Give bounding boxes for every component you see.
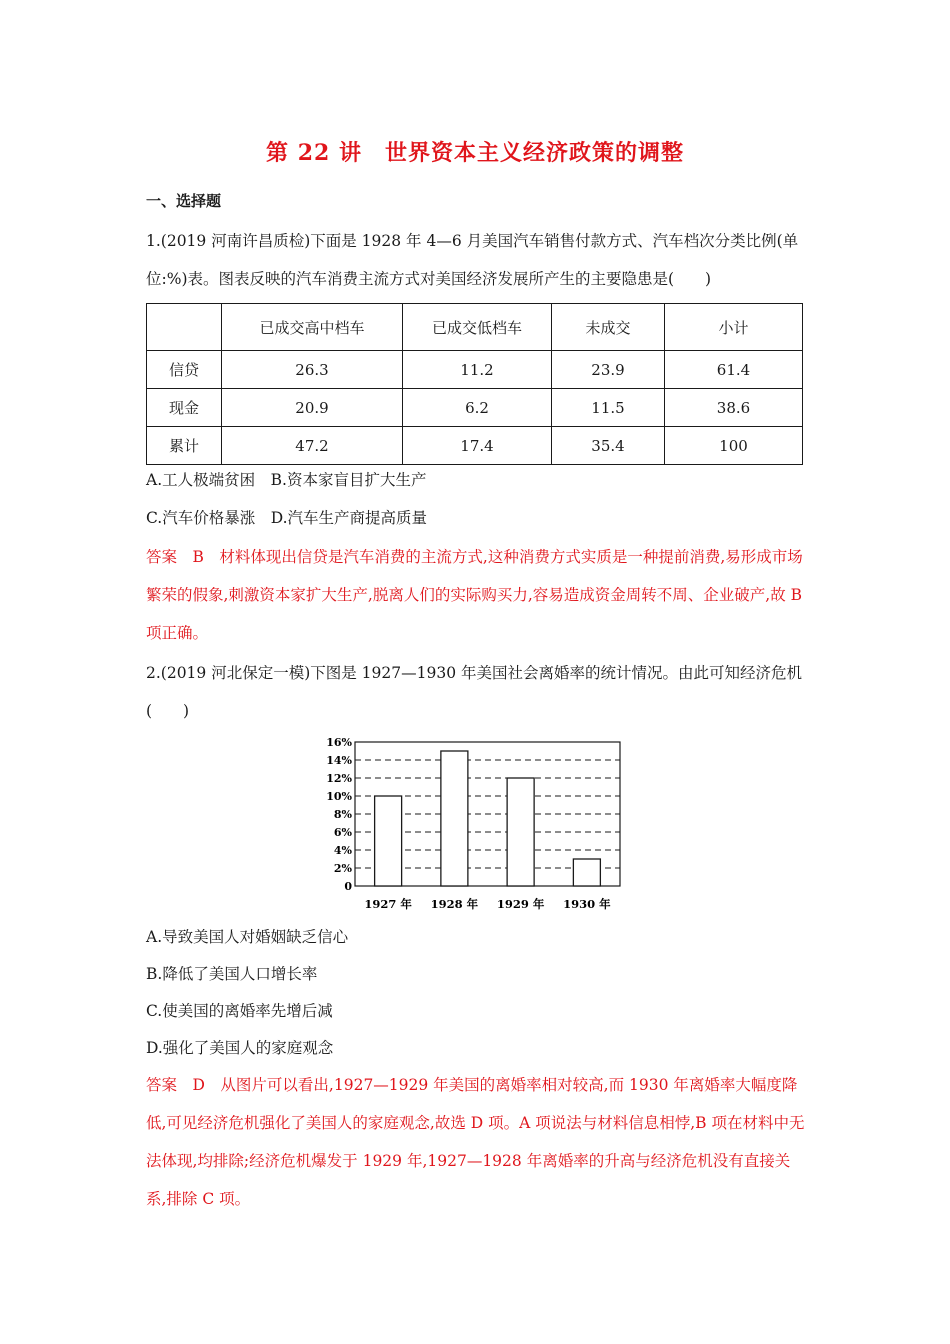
y-tick-label: 8% <box>333 808 352 821</box>
table-header-cell: 已成交低档车 <box>403 304 552 351</box>
table-cell: 11.2 <box>403 351 552 389</box>
y-tick-label: 12% <box>326 772 352 785</box>
table-cell: 38.6 <box>665 389 803 427</box>
question-2-option-d: D.强化了美国人的家庭观念 <box>146 1039 334 1057</box>
y-tick-label: 0 <box>344 880 352 893</box>
y-tick-label: 6% <box>333 826 352 839</box>
question-1-options-cd: C.汽车价格暴涨 D.汽车生产商提高质量 <box>146 509 428 527</box>
bar <box>573 859 600 886</box>
table-cell: 35.4 <box>552 427 665 465</box>
table-cell: 23.9 <box>552 351 665 389</box>
page-title: 第 22 讲 世界资本主义经济政策的调整 <box>266 140 684 166</box>
divorce-rate-bar-chart <box>315 732 635 914</box>
question-2-option-a: A.导致美国人对婚姻缺乏信心 <box>146 928 349 946</box>
y-tick-label: 14% <box>326 754 352 767</box>
question-1-answer: 答案 B 材料体现出信贷是汽车消费的主流方式,这种消费方式实质是一种提前消费,易形成市场繁荣的假象,刺激资本家扩大生产,脱离人们的实际购买力,容易造成资金周转不周、企业破产,故 B 项正确。 <box>146 548 803 642</box>
table-header-cell <box>147 304 222 351</box>
table-cell: 47.2 <box>222 427 403 465</box>
table-header-row <box>147 304 803 351</box>
table-cell: 100 <box>665 427 803 465</box>
y-tick-label: 16% <box>326 736 352 749</box>
table-row <box>147 389 803 427</box>
table-cell: 20.9 <box>222 389 403 427</box>
question-1-table <box>146 303 803 465</box>
table-header-cell: 小计 <box>665 304 803 351</box>
table-cell: 现金 <box>147 389 222 427</box>
question-2-option-c: C.使美国的离婚率先增后减 <box>146 1002 333 1020</box>
table-row <box>147 351 803 389</box>
table-cell: 11.5 <box>552 389 665 427</box>
table-cell: 17.4 <box>403 427 552 465</box>
x-tick-label: 1928 年 <box>430 897 479 911</box>
question-2-stem: 2.(2019 河北保定一模)下图是 1927—1930 年美国社会离婚率的统计情况。由此可知经济危机( ) <box>146 664 803 720</box>
x-tick-label: 1929 年 <box>496 897 545 911</box>
bar <box>375 796 402 886</box>
y-tick-label: 4% <box>333 844 352 857</box>
table-header-cell: 已成交高中档车 <box>222 304 403 351</box>
question-1-options-ab: A.工人极端贫困 B.资本家盲目扩大生产 <box>146 471 427 489</box>
table-cell: 61.4 <box>665 351 803 389</box>
section-heading: 一、选择题 <box>146 192 222 210</box>
table-row <box>147 427 803 465</box>
question-2-option-b: B.降低了美国人口增长率 <box>146 965 318 983</box>
x-tick-label: 1930 年 <box>563 897 611 911</box>
question-1-stem: 1.(2019 河南许昌质检)下面是 1928 年 4—6 月美国汽车销售付款方式、汽车档次分类比例(单位:%)表。图表反映的汽车消费主流方式对美国经济发展所产生的主要隐患是( ) <box>146 232 799 288</box>
bar <box>441 751 468 886</box>
y-tick-label: 2% <box>333 862 352 875</box>
bar <box>507 778 534 886</box>
table-header-cell: 未成交 <box>552 304 665 351</box>
question-2-answer: 答案 D 从图片可以看出,1927—1929 年美国的离婚率相对较高,而 1930 年离婚率大幅度降低,可见经济危机强化了美国人的家庭观念,故选 D 项。A 项说法与材料信息相悖,B 项在材料中无法体现,均排除;经济危机爆发于 1929 年,1927—1928 年离婚率的升高与经济危机没有直接关系,排除 C 项。 <box>146 1076 805 1208</box>
x-tick-label: 1927 年 <box>364 897 412 911</box>
table-cell: 6.2 <box>403 389 552 427</box>
table-cell: 26.3 <box>222 351 403 389</box>
table-cell: 信贷 <box>147 351 222 389</box>
y-tick-label: 10% <box>326 790 352 803</box>
table-cell: 累计 <box>147 427 222 465</box>
